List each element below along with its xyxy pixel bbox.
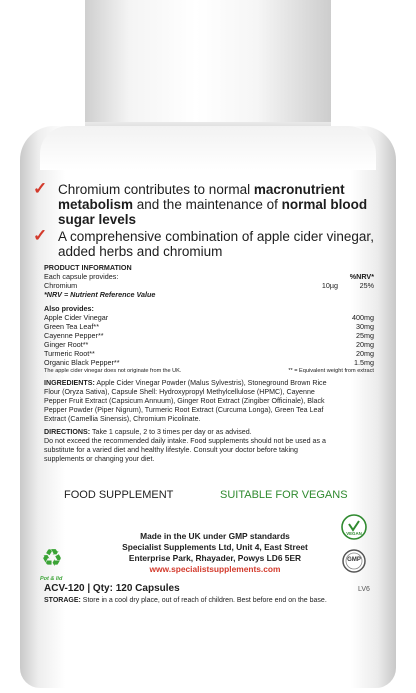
recycle-icon: ♻ (41, 545, 63, 572)
website-link[interactable]: www.specialistsupplements.com (149, 564, 281, 574)
chromium-row: Chromium 10µg 25% (44, 281, 374, 290)
ingredients-text: INGREDIENTS: Apple Cider Vinegar Powder (Malus Sylvestris), Stoneground Brown Rice Flour (Oryza Sativa), Capsule Shell: Hydroxypropyl Methylcellulose (HPMC), Cayenne Pepper Fruit Extract (Capsicum Annuum), Ginger Root Extract (Zingiber Officinale), Black Pepper Powder (Piper Nigrum), Turmeric Root Extract (Curcuma Longa), Green Tea Leaf Extract (Camellia Sinensis), Chromium Picolinate. (44, 379, 327, 423)
product-code: ACV-120 | Qty: 120 Capsules (44, 583, 180, 594)
bottle-cap (85, 0, 331, 132)
check-icon: ✓ (33, 179, 48, 198)
each-capsule-row: Each capsule provides: %NRV* (44, 272, 374, 281)
nrv-note: *NRV = Nutrient Reference Value (44, 290, 156, 299)
recycle-caption: Pot & lid (40, 576, 63, 582)
address-line: Enterprise Park, Rhayader, Powys LD6 5ER (128, 553, 302, 563)
gmp-badge-icon: GMP (342, 549, 366, 573)
product-info-heading: PRODUCT INFORMATION (44, 263, 132, 272)
made-in-uk-line: Made in the UK under GMP standards (140, 531, 290, 541)
ingredient-row: Ginger Root** 20mg (44, 340, 374, 349)
label-code: LV6 (358, 586, 370, 593)
ingredient-row: Green Tea Leaf** 30mg (44, 322, 374, 331)
company-line: Specialist Supplements Ltd, Unit 4, East Street (122, 542, 308, 552)
directions-text: DIRECTIONS: Take 1 capsule, 2 to 3 times per day or as advised. Do not exceed the recommended daily intake. Food supplements should not be used as a substitute for a varied diet and healthy lifestyle. Consult your doctor before taking supplements or changing your diet. (44, 428, 326, 463)
claim-1: Chromium contributes to normal macronutrient metabolism and the maintenance of normal blood sugar levels (58, 182, 368, 227)
ingredient-row: Organic Black Pepper** 1.5mg (44, 358, 374, 367)
vegan-badge-icon: VEGAN (341, 514, 367, 540)
footnote-row: The apple cider vinegar does not originate from the UK. ** = Equivalent weight from extract (44, 368, 374, 374)
claim-2: A comprehensive combination of apple cider vinegar, added herbs and chromium (58, 229, 374, 259)
bottle-shoulder (40, 126, 376, 170)
food-supplement-label: FOOD SUPPLEMENT (64, 489, 174, 501)
check-icon: ✓ (33, 226, 48, 245)
suitable-for-vegans-label: SUITABLE FOR VEGANS (220, 489, 348, 501)
also-provides-heading: Also provides: (44, 304, 94, 313)
ingredient-row: Turmeric Root** 20mg (44, 349, 374, 358)
storage-text: STORAGE: Store in a cool dry place, out of reach of children. Best before end on the base. (44, 597, 327, 604)
ingredient-row: Cayenne Pepper** 25mg (44, 331, 374, 340)
ingredient-row: Apple Cider Vinegar 400mg (44, 313, 374, 322)
